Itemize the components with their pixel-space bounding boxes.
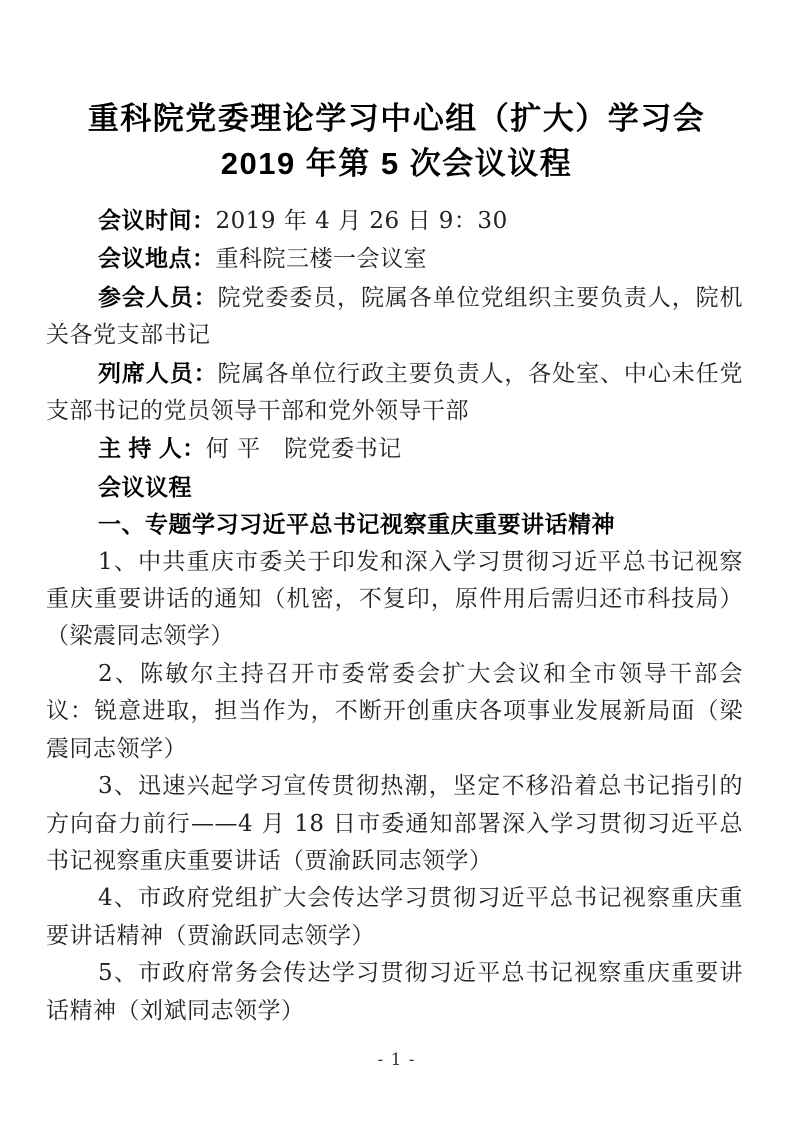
meta-value-meeting-time: 2019 年 4 月 26 日 9：30 xyxy=(215,208,508,234)
meta-value-host: 何 平 院党委书记 xyxy=(205,436,402,463)
agenda-item-1: 1、中共重庆市委关于印发和深入学习贯彻习近平总书记视察重庆重要讲话的通知（机密，不复印，原件用后需归还市科技局）（梁震同志领学） xyxy=(46,548,743,650)
doc-title xyxy=(46,96,747,186)
doc-title-line-2: 2019 年第 5 次会议议程 xyxy=(220,146,573,181)
meta-label-observers: 列席人员： xyxy=(98,359,218,386)
page-number: - 1 - xyxy=(377,1050,416,1070)
meta-value-attendees: 院党委委员，院属各单位党组织主要负责人，院机关各党支部书记 xyxy=(46,284,744,349)
doc-title-line-1: 重科院党委理论学习中心组（扩大）学习会 xyxy=(87,101,706,136)
meta-label-attendees: 参会人员： xyxy=(98,283,218,310)
meta-row-meeting-place xyxy=(46,240,743,278)
meta-label-meeting-time: 会议时间： xyxy=(98,207,216,233)
meta-label-host: 主 持 人： xyxy=(98,435,206,462)
meta-row-observers xyxy=(46,355,743,431)
meta-row-meeting-time xyxy=(46,202,743,240)
meta-row-attendees xyxy=(46,279,743,355)
agenda-heading: 会议议程 xyxy=(98,473,192,500)
meta-row-host xyxy=(46,430,743,468)
agenda-item-5: 5、市政府常务会传达学习贯彻习近平总书记视察重庆重要讲话精神（刘斌同志领学） xyxy=(46,960,743,1024)
agenda-section-1-title: 一、专题学习习近平总书记视察重庆重要讲话精神 xyxy=(98,511,615,538)
agenda-item-2: 2、陈敏尔主持召开市委常委会扩大会议和全市领导干部会议：锐意进取，担当作为，不断开创重庆各项事业发展新局面（梁震同志领学） xyxy=(46,660,743,762)
agenda-item-3: 3、迅速兴起学习宣传贯彻热潮，坚定不移沿着总书记指引的方向奋力前行——4 月 18 日市委通知部署深入学习贯彻习近平总书记视察重庆重要讲话（贾渝跃同志领学） xyxy=(46,773,743,874)
meta-value-meeting-place: 重科院三楼一会议室 xyxy=(215,246,427,273)
doc-body xyxy=(46,202,743,1030)
agenda-item-4: 4、市政府党组扩大会传达学习贯彻习近平总书记视察重庆重要讲话精神（贾渝跃同志领学） xyxy=(46,885,743,949)
meta-value-observers: 院属各单位行政主要负责人，各处室、中心未任党支部书记的党员领导干部和党外领导干部 xyxy=(46,360,744,425)
meta-label-meeting-place: 会议地点： xyxy=(98,245,216,272)
